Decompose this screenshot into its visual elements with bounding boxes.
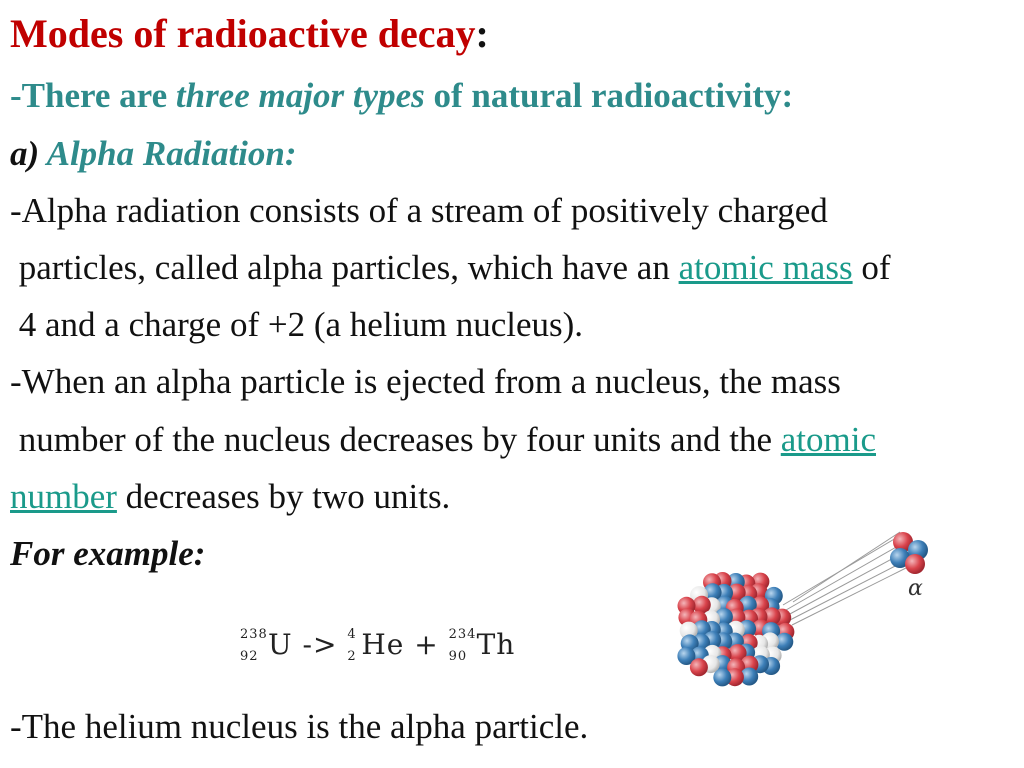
section-label: a)	[10, 134, 40, 173]
intro-line	[10, 76, 793, 116]
atomic-number-link-part1[interactable]: atomic	[780, 420, 876, 459]
last-line: -The helium nucleus is the alpha particle.	[10, 707, 589, 746]
para2-line1: -When an alpha particle is ejected from a nucleus, the mass	[10, 362, 841, 401]
parent-nucleus	[677, 572, 794, 686]
alpha-decay-illustration	[668, 520, 948, 710]
uranium-atomic-number: 92	[240, 648, 259, 664]
nucleon	[713, 668, 731, 686]
thorium-symbol: Th	[476, 628, 516, 661]
title-text: Modes of radioactive decay	[10, 11, 476, 56]
uranium-nuclide-numbers	[240, 626, 268, 664]
thorium-atomic-number: 90	[448, 648, 468, 664]
decay-equation	[240, 626, 516, 664]
page-title	[10, 11, 489, 56]
intro-prefix: -There are	[10, 76, 176, 115]
uranium-mass-number: 238	[240, 626, 268, 642]
atomic-mass-link[interactable]: atomic mass	[678, 248, 853, 287]
para2-line2-text: number of the nucleus decreases by four units and the	[10, 420, 781, 459]
para2-line3-tail: decreases by two units.	[116, 477, 451, 516]
para1-line2-tail: of	[852, 248, 891, 287]
helium-mass-number: 4	[347, 626, 357, 642]
intro-suffix: of natural radioactivity:	[424, 76, 794, 115]
atomic-number-link-part2[interactable]: number	[10, 477, 117, 516]
para2-line3	[10, 477, 450, 517]
equation-plus: +	[414, 628, 439, 661]
thorium-mass-number: 234	[448, 626, 477, 642]
para1-line2	[10, 248, 891, 288]
alpha-symbol: α	[908, 576, 923, 601]
intro-emphasis: three major types	[175, 76, 425, 115]
example-label: For example:	[10, 534, 206, 573]
para1-line2-text: particles, called alpha particles, which have an	[10, 248, 679, 287]
para1-line3: 4 and a charge of +2 (a helium nucleus).	[10, 305, 584, 344]
helium-symbol: He	[361, 628, 405, 661]
title-colon: :	[475, 11, 489, 56]
motion-trail-lines	[783, 532, 906, 625]
alpha-particle	[890, 532, 928, 574]
alpha-proton-2	[905, 554, 925, 574]
helium-nuclide-numbers	[347, 626, 361, 664]
thorium-nuclide-numbers	[448, 626, 477, 664]
section-heading	[10, 134, 297, 174]
para1-line1: -Alpha radiation consists of a stream of positively charged	[10, 191, 828, 230]
para2-line2	[10, 420, 876, 460]
nucleon	[690, 658, 708, 676]
equation-arrow: ->	[302, 628, 338, 661]
section-name: Alpha Radiation:	[46, 134, 297, 173]
helium-atomic-number: 2	[347, 648, 357, 664]
uranium-symbol: U	[268, 628, 293, 661]
